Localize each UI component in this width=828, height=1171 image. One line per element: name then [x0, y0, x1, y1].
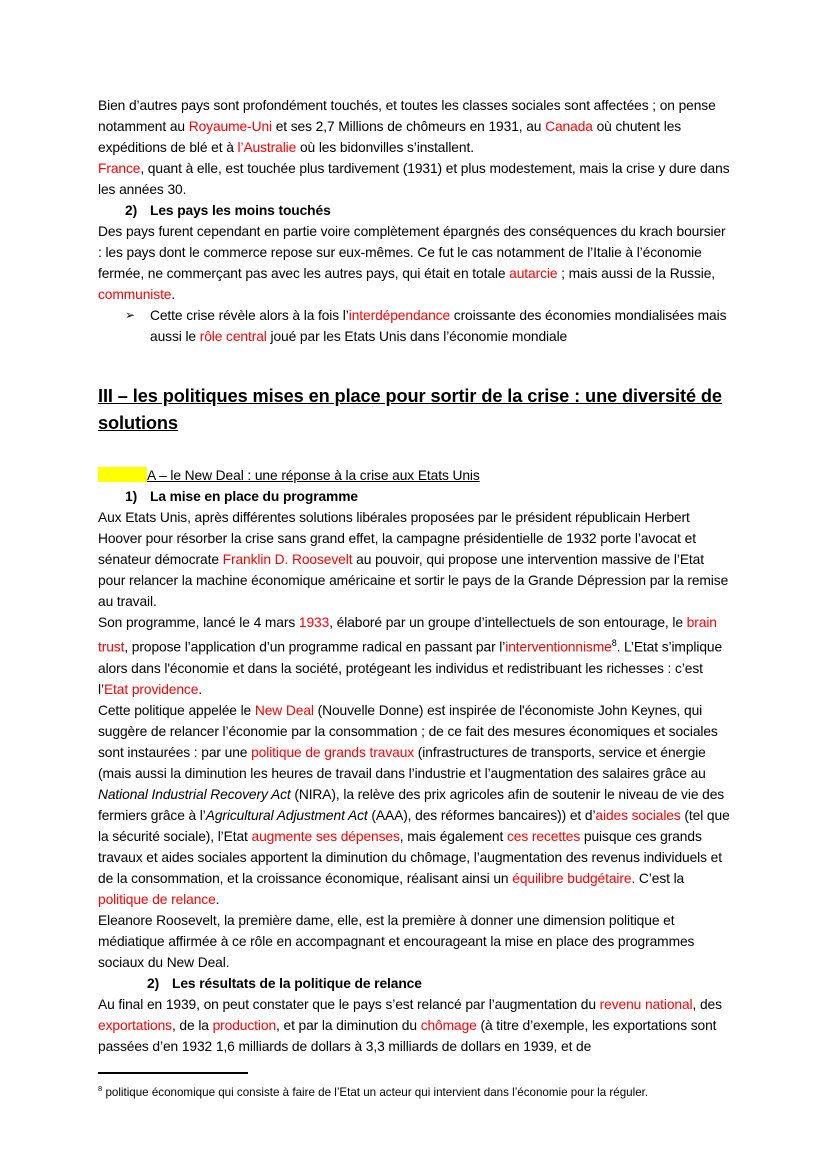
paragraph-spared-countries: Des pays furent cependant en partie voire complètement épargnés des conséquences du krach boursier : les pays dont le commerce repose sur eux-mêmes. Ce fut le cas notamment de l’Italie à l’économie fermée, ne commerçant pas avec les autres pays, qui était en totale autarcie ; mais aussi de la Russie, communiste.	[98, 224, 726, 302]
footnote-text	[98, 1081, 732, 1101]
arrow-bullet-icon: ➢	[125, 308, 135, 322]
paragraph-new-deal-measures: Cette politique appelée le New Deal (Nouvelle Donne) est inspirée de l'économiste John Keynes, qui suggère de relancer l’économie par la consommation ; de ce fait des mesures économiques et sociales sont instaurées : par une politique de grands travaux (infrastructures de transports, service et énergie (mais aussi la diminution les heures de travail dans l’industrie et l’augmentation des salaires grâce au National Industrial Recovery Act (NIRA), la relève des prix agricoles afin de soutenir le niveau de vie des fermiers grâce à l’Agricultural Adjustment Act (AAA), des réformes bancaires)) et d’aides sociales (tel que la sécurité sociale), l’Etat augmente ses dépenses, mais également ces recettes puisque ces grands travaux et aides sociales apportent la diminution du chômage, l’augmentation des revenus individuels et de la consommation, et la croissance économique, réalisant ainsi un équilibre budgétaire. C’est la politique de relance.	[98, 702, 730, 907]
heading-number: 1)	[125, 489, 138, 504]
bullet-text: Cette crise révèle alors à la fois l’interdépendance croissante des économies mondialisées mais aussi le rôle central joué par les Etats Unis dans l’économie mondiale	[150, 308, 727, 344]
heading-least-touched	[98, 200, 732, 221]
heading-section-3: III – les politiques mises en place pour sortir de la crise : une diversité de solutions	[98, 386, 722, 433]
heading-section-a	[98, 465, 732, 486]
heading-number: 2)	[147, 975, 160, 991]
footnote-separator	[98, 1072, 248, 1074]
footnote	[98, 1072, 732, 1101]
highlight-mark	[98, 467, 147, 482]
paragraph-france: France, quant à elle, est touchée plus tardivement (1931) et plus modestement, mais la crise y dure dans les années 30.	[98, 161, 730, 197]
heading-label: Les résultats de la politique de relance	[172, 975, 422, 991]
paragraph-roosevelt-election: Aux Etats Unis, après différentes solutions libérales proposées par le président républicain Herbert Hoover pour résorber la crise sans grand effet, la campagne présidentielle de 1932 porte l’avocat et sénateur démocrate Franklin D. Roosevelt au pouvoir, qui propose une intervention massive de l’Etat pour relancer la machine économique américaine et sortir le pays de la Grande Dépression par la remise au travail.	[98, 510, 729, 609]
heading-section-a-text: A – le New Deal : une réponse à la crise aux Etats Unis	[147, 468, 480, 483]
footnote-body: politique économique qui consiste à faire de l’Etat un acteur qui intervient dans l’économie pour la réguler.	[105, 1085, 649, 1099]
bullet-item-crisis-reveals	[98, 305, 732, 347]
paragraph-countries-touched: Bien d’autres pays sont profondément touchés, et toutes les classes sociales sont affectées ; on pense notamment au Royaume-Uni et ses 2,7 Millions de chômeurs en 1931, au Canada où chutent les expéditions de blé et à l’Australie où les bidonvilles s’installent.	[98, 98, 716, 155]
heading-number: 2)	[125, 203, 138, 218]
paragraph-results-1939: Au final en 1939, on peut constater que le pays s’est relancé par l’augmentation du revenu national, des exportations, de la production, et par la diminution du chômage (à titre d’exemple, les exportations sont passées d’en 1932 1,6 milliards de dollars à 3,3 milliards de dollars en 1939, et de	[98, 996, 722, 1054]
paragraph-program-1933: Son programme, lancé le 4 mars 1933, élaboré par un groupe d’intellectuels de son entourage, le brain trust, propose l’application d’un programme radical en passant par l’interventionnisme$^8$. L’Etat s’implique alors dans l'économie et dans la société, protégeant les individus et redistribuant les richesses : c’est l’Etat providence.	[98, 615, 723, 697]
heading-results	[98, 973, 732, 994]
heading-label: Les pays les moins touchés	[150, 203, 331, 218]
heading-label: La mise en place du programme	[150, 489, 358, 504]
footnote-marker: 8	[98, 1083, 103, 1093]
paragraph-eleanore-roosevelt: Eleanore Roosevelt, la première dame, elle, est la première à donner une dimension politique et médiatique affirmée à ce rôle en accompagnant et encourageant la mise en place des programmes sociaux du New Deal.	[98, 912, 695, 970]
heading-program-setup	[98, 486, 732, 507]
document-body	[98, 95, 732, 1100]
